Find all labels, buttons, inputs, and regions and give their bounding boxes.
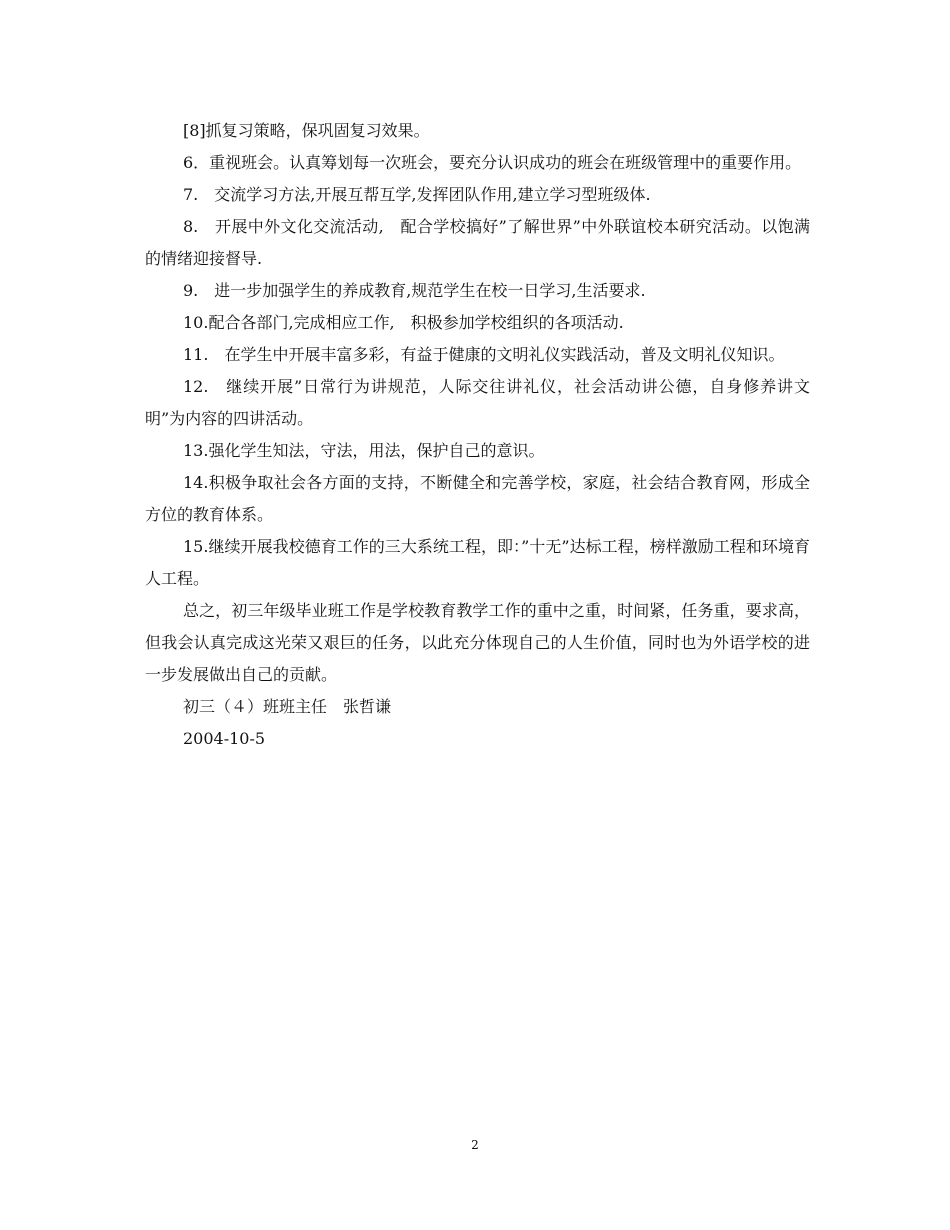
signature-line: 初三（４）班班主任 张哲谦 [183,697,392,716]
paragraph-item-15: 15.继续开展我校德育工作的三大系统工程，即：”十无”达标工程，榜样激励工程和环境育人工程。 [145,537,810,588]
paragraph-item-14: 14.积极争取社会各方面的支持，不断健全和完善学校，家庭，社会结合教育网，形成全方位的教育体系。 [145,473,810,524]
paragraph-item-6: 6．重视班会。认真筹划每一次班会，要充分认识成功的班会在班级管理中的重要作用。 [183,153,802,172]
paragraph-item-8: 8. 开展中外文化交流活动, 配合学校搞好”了解世界”中外联谊校本研究活动。以饱满的情绪迎接督导. [145,217,810,268]
paragraph-item-7: 7. 交流学习方法,开展互帮互学,发挥团队作用,建立学习型班级体. [183,185,651,204]
paragraph-item-9: 9. 进一步加强学生的养成教育,规范学生在校一日学习,生活要求. [183,281,646,300]
document-body [145,115,810,755]
page-number: 2 [471,1138,479,1152]
paragraph-conclusion: 总之，初三年级毕业班工作是学校教育教学工作的重中之重，时间紧，任务重，要求高，但我会认真完成这光荣又艰巨的任务，以此充分体现自己的人生价值，同时也为外语学校的进一步发展做出自己的贡献。 [145,601,810,684]
paragraph-item-11: 11. 在学生中开展丰富多彩，有益于健康的文明礼仪实践活动，普及文明礼仪知识。 [183,345,785,364]
paragraph-item-12: 12. 继续开展”日常行为讲规范，人际交往讲礼仪，社会活动讲公德，自身修养讲文明”为内容的四讲活动。 [145,377,810,428]
paragraph-item-10: 10.配合各部门,完成相应工作, 积极参加学校组织的各项活动. [183,313,624,332]
paragraph-item-13: 13.强化学生知法，守法，用法，保护自己的意识。 [183,441,545,460]
document-date: 2004-10-5 [183,729,266,748]
paragraph-review-strategy: [8]抓复习策略，保巩固复习效果。 [183,121,430,140]
